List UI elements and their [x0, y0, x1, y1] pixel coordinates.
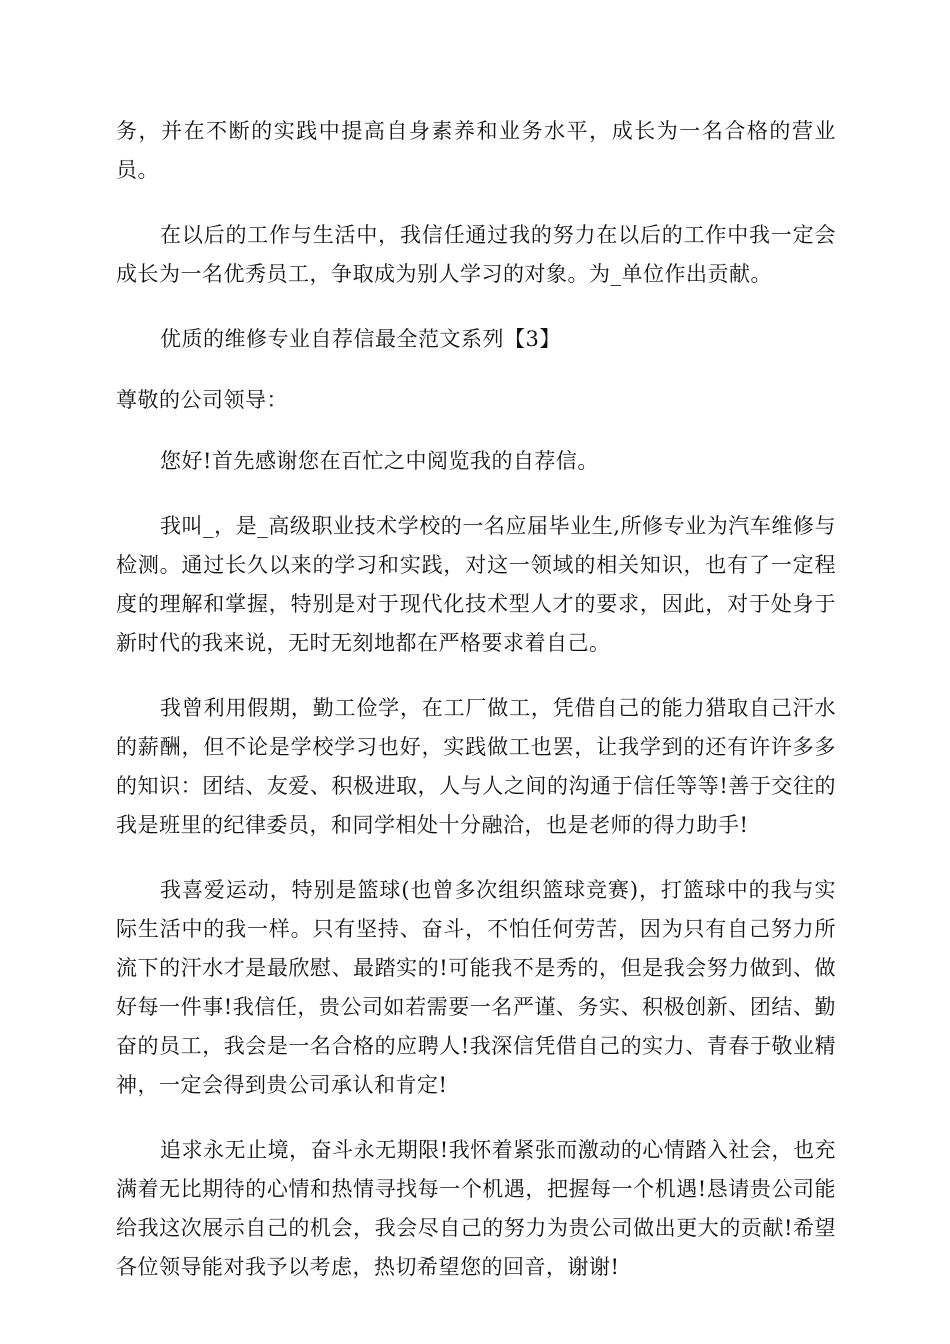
document-body — [116, 112, 836, 1313]
section-heading: 优质的维修专业自荐信最全范文系列【3】 — [160, 327, 561, 351]
paragraph-hobbies: 我喜爱运动，特别是篮球(也曾多次组织篮球竞赛)，打篮球中的我与实际生活中的我一样。只有坚持、奋斗，不怕任何劳苦，因为只有自己努力所流下的汗水才是最欣慰、最踏实的!可能我不是秀的，但是我会努力做到、做好每一件事!我信任，贵公司如若需要一名严谨、务实、积极创新、团结、勤奋的员工，我会是一名合格的应聘人!我深信凭借自己的实力、青春于敬业精神，一定会得到贵公司承认和肯定! — [116, 878, 836, 1097]
paragraph-greeting: 您好!首先感谢您在百忙之中阅览我的自荐信。 — [160, 449, 599, 473]
paragraph-closing: 追求永无止境，奋斗永无期限!我怀着紧张而激动的心情踏入社会，也充满着无比期待的心情和热情寻找每一个机遇，把握每一个机遇!恳请贵公司能给我这次展示自己的机会，我会尽自己的努力为贵公司做出更大的贡献!希望各位领导能对我予以考虑，热切希望您的回音，谢谢! — [116, 1138, 836, 1279]
paragraph-work-experience: 我曾利用假期，勤工俭学，在工厂做工，凭借自己的能力猎取自己汗水的薪酬，但不论是学校学习也好，实践做工也罢，让我学到的还有许许多多的知识：团结、友爱、积极进取，人与人之间的沟通于信任等等!善于交往的我是班里的纪律委员，和同学相处十分融洽，也是老师的得力助手! — [116, 696, 836, 837]
paragraph-future-work: 在以后的工作与生活中，我信任通过我的努力在以后的工作中我一定会成长为一名优秀员工，争取成为别人学习的对象。为_单位作出贡献。 — [116, 223, 836, 286]
paragraph-introduction: 我叫_，是_高级职业技术学校的一名应届毕业生,所修专业为汽车维修与检测。通过长久以来的学习和实践，对这一领域的相关知识，也有了一定程度的理解和掌握，特别是对于现代化技术型人才的要求，因此，对于处身于新时代的我来说，无时无刻地都在严格要求着自己。 — [116, 514, 836, 655]
salutation: 尊敬的公司领导： — [116, 388, 288, 412]
paragraph-continuation: 务，并在不断的实践中提高自身素养和业务水平，成长为一名合格的营业员。 — [116, 119, 836, 182]
